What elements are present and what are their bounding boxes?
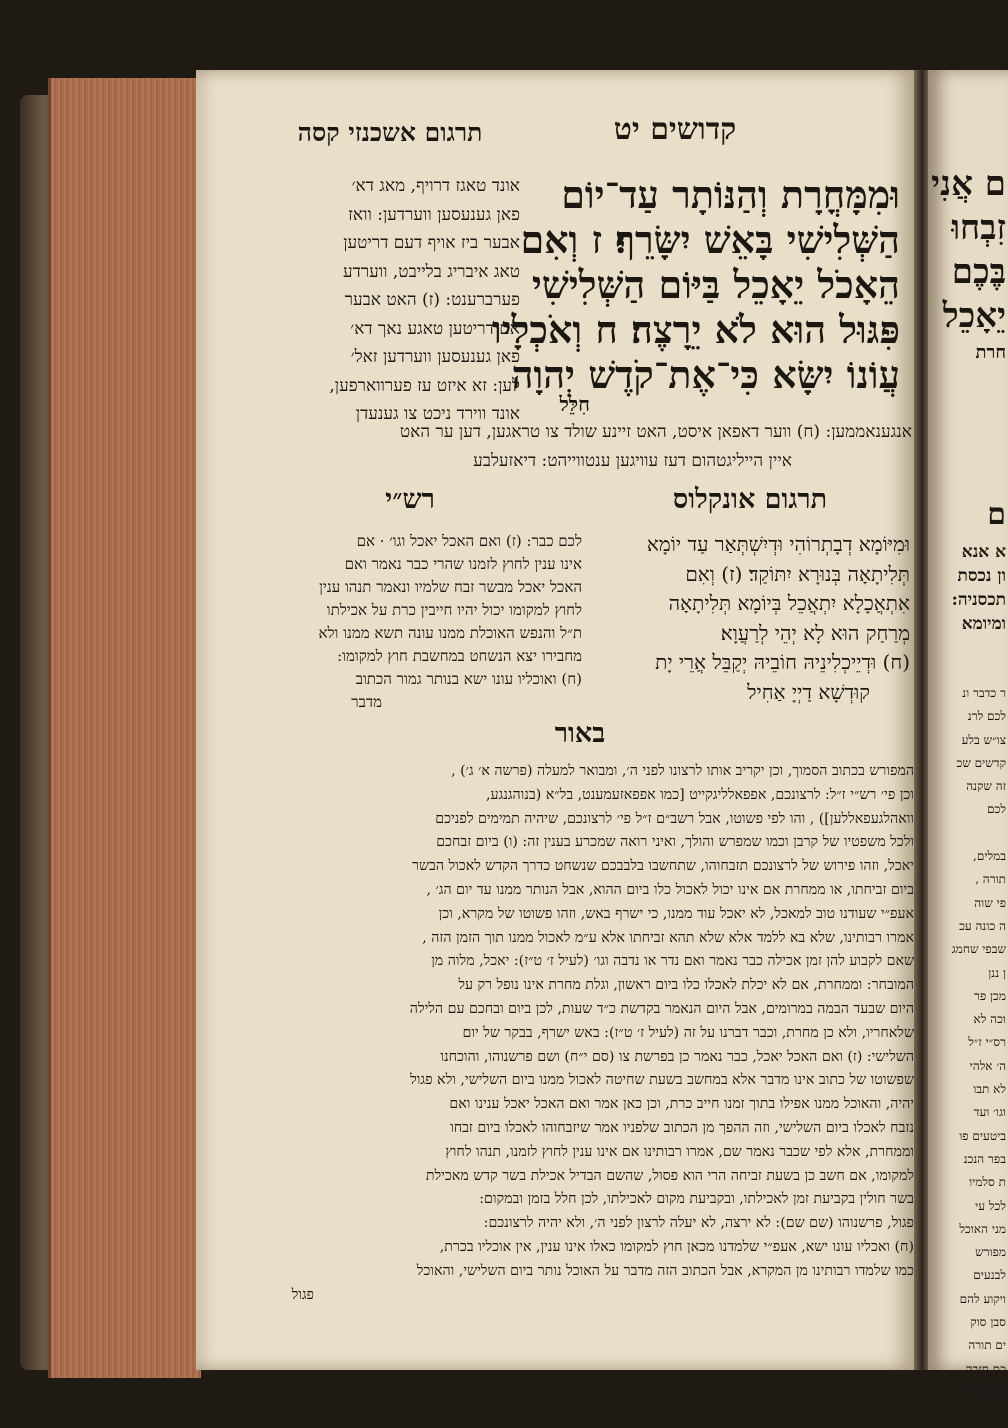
adjacent-line: לבנעים (973, 1268, 1006, 1283)
adjacent-line: לכל עי (975, 1198, 1006, 1213)
beur-line: יאכל, וזהו פירוש של לרצונכם תזבחוהו, שתחשבו בלבבכם שנשחט כדרך הקדש לאכול הבשר (411, 858, 914, 875)
beur-line: וממחרת, אלא לפי שכבר נאמר שם, אמרו רבותינו אם אינו ענין לחוץ לזמנו, תנהו לחוץ (445, 1143, 914, 1160)
adjacent-line: שבפי שחמג (951, 942, 1006, 957)
adjacent-line: מפורש (975, 1245, 1006, 1260)
beur-line: אמרו רבותינו, שלא בא ללמד אלא שלא תהא זביחתו אלא ע״מ לאכול ממנו תוך הזמן הזה , (422, 929, 914, 946)
adjacent-line: ויקוע להם (959, 1291, 1006, 1306)
beur-block (262, 760, 914, 1307)
torah-line: וּמִמָּחֳרָת וְהַנּוֹתָר עַד־יוֹם (561, 172, 900, 217)
yiddish-translation-block (272, 172, 520, 429)
beur-line: יהיה, והאוכל ממנו אפילו בתוך זמנו חייב כרת, וכן כאן אמר ואם האכל יאכל ענינו ואם (449, 1096, 914, 1113)
yiddish-line: אבער ביז אויף דעם דריטען (343, 233, 520, 253)
running-title-right: קדושים יט (613, 112, 737, 147)
adjacent-line: מכן פר (973, 988, 1006, 1003)
adjacent-line: לכם לרנ (967, 709, 1006, 724)
adjacent-page-mid-text (928, 490, 1006, 636)
beur-line: ולכל משפטיו של קרבן וכמו שמפרש והולך, ואיני רואה שמכרע בענין זה: (ו) ביום זבחכם (436, 834, 914, 851)
onkelos-line: וּמִיּוֹמָא דְבָתְרוֹהִי וּדְיִשְׁתְּאַר עַד יוֹמָא (646, 532, 910, 556)
adjacent-line: כם חזבה (965, 1361, 1006, 1376)
adjacent-line: יסה כאנו (965, 1384, 1006, 1399)
adjacent-line: ה׳ אלהי (969, 1058, 1006, 1073)
adjacent-line: מני האוכל (959, 1221, 1006, 1236)
torah-line: הֵאָכֹל יֵאָכֵל בַּיּוֹם הַשְּׁלִישִׁי (531, 262, 900, 307)
yiddish-line: אונד טאגז דרויף, מאג דא׳ (351, 176, 520, 196)
beur-line: שאם לקבוע להן זמן אכילה כבר נאמר ואם נדר או נדבה וגו׳ (לעיל ז׳ ט״ז): יאכל, מלוה מן (431, 953, 914, 970)
torah-line: עֲוֹנוֹ יִשָּׂא כִּי־אֶת־קֹדֶשׁ יְהוָה (511, 352, 900, 397)
adjacent-line: צו״ש בלע (961, 732, 1006, 747)
beur-line: (ח) ואכליו עונו ישא, אעפ״י שלמדנו מכאן חוץ למקומו כאלו אינו ענין, אין אוכליו בכרת, (439, 1238, 914, 1255)
onkelos-line: (ח) וּדְיֵיכְלִינֵיהּ חוֹבֵיהּ יְקַבֵּל אֲרֵי יָת (655, 650, 910, 674)
onkelos-line: מְרַחַק הוּא לָא יְהֵי לְרַעֲוָא׃ (720, 620, 910, 645)
beur-line: שפשוטו של כתוב אינו מדבר אלא במחשב בשעת שחיטה לאכול ממנו ביום השלישי, ולא פגול (410, 1072, 914, 1089)
beur-line: נזבח לאכלו ביום השלישי, וזה ההפך מן הכתוב שלפניו אמר שיזבחוהו לאכלו ביום זבחו (450, 1119, 914, 1136)
beur-line: וואהלגעפאללען]) , והו לפי פשוטו, אבל רשב״ם ז״ל פי׳ לרצונכם, שיהיה תמימים לפניכם (435, 810, 914, 827)
adjacent-line: ת סלמיו (969, 1175, 1006, 1190)
adjacent-line: במלים, (973, 849, 1006, 864)
onkelos-block (592, 530, 910, 707)
adjacent-line: קדשים שכ (956, 755, 1006, 770)
adjacent-line: תכסניה: (951, 590, 1006, 610)
adjacent-line: וכה לא (973, 1012, 1006, 1027)
adjacent-line: ביטעים פו (959, 1128, 1006, 1143)
beur-catchword: פגול (291, 1286, 314, 1303)
beur-line: כמו שלמדו רבותינו מן המקרא, אבל הכתוב הזה מדבר על האוכל נותר ביום השלישי, והאוכל (416, 1262, 914, 1279)
onkelos-heading: תרגום אונקלוס (672, 484, 828, 515)
onkelos-line: קוּדְשָׁא דַיְיָ אַחִיל (747, 679, 870, 704)
rashi-line: לכם כבר: (ז) ואם האכל יאכל וגו׳ · אם (356, 532, 582, 550)
adjacent-line: ר כדבר ונ (962, 686, 1006, 700)
rashi-line: לחוץ למקומו יכול יהיו חייבין כרת על אכילתו (326, 601, 582, 619)
yiddish-full-width (272, 418, 912, 475)
page-edges (48, 78, 201, 1378)
adjacent-line: ה כונה עכ (959, 918, 1006, 933)
torah-catchword: חִלֵּל (559, 392, 590, 416)
beur-line: היום שבעד הבמה במרומים, אבל היום הנאמר בקדשת כ״ד שעות, לכן ביום ובחכם עם הלילה (409, 1000, 914, 1017)
beur-line: פגול, פרשנוהו (שם שם): לא ירצה, לא יעלה לרצון לפני ה׳, ולא יהיה לרצונכם: (483, 1215, 914, 1232)
beur-line: השלישי: (ז) ואם האכל יאכל, כבר נאמר כן בפרשת צו (סם י״ח) ושם פרשנוהו, והוכחנו (440, 1048, 914, 1065)
adjacent-page (928, 70, 1008, 1399)
rashi-line: ת״ל והנפש האוכלת ממנו עונה תשא ממנו ולא (318, 624, 582, 642)
adjacent-line: לא תבו (973, 1082, 1006, 1097)
adjacent-page-big-text (928, 162, 1006, 368)
adjacent-line: חרת (975, 342, 1006, 363)
adjacent-line: וגו׳ ועד (973, 1105, 1006, 1120)
yiddish-line: פאן גענעסען ווערדען: וואז (348, 204, 520, 225)
beur-line: למקומו, אם חשב כן בשעת זביחה הרי הוא פסול, שהשם הבדיל אכילת בשר קדש מאכילת (425, 1167, 914, 1184)
rashi-block (262, 530, 582, 714)
rashi-line: מחבירו יצא הנשחט במחשבת חוץ למקומו: (337, 647, 582, 665)
running-title-left: תרגום אשכנזי קסה (297, 118, 483, 147)
beur-line: אעפ״י שעודנו טוב למאכל, לא יאכל עוד ממנו, כי ישרף באש, וזהו פשוטו של מקרא, וכן (438, 905, 914, 922)
beur-line: המובחר: וממחרת, אם לא יכלת לאכלו כלו ביום ראשון, וגלת מחרת אינו נופל רק על (458, 977, 914, 994)
adjacent-line: ים תורה (968, 1338, 1006, 1353)
rashi-line: מדבר (351, 693, 382, 711)
adjacent-line: ון נכסת (957, 566, 1006, 586)
beur-line: וכן פי׳ רש״י ז״ל: לרצונכם, אפפאלליגקייט [כמו אפפאזעמענט, בל״א (בנוהגנגע, (485, 786, 914, 803)
adjacent-line: פי שוה (974, 895, 1006, 910)
adjacent-line: לכם (987, 802, 1006, 817)
torah-line: הַשְּׁלִישִׁי בָּאֵשׁ יִשָּׂרֵף׃ ז וְאִם (520, 217, 900, 262)
torah-line: פִּגּוּל הוּא לֹא יֵרָצֶה׃ ח וְאֹכְלָיו (491, 307, 900, 352)
yiddish-line: טאג איבריג בלייבט, ווערדע (343, 261, 520, 282)
adjacent-line: ומיומא (961, 614, 1006, 634)
beur-line: בשר חולין בקביעת זמן לאכילתו, ובקביעת מקום לאכילתו, לכן חלל בזמן ובמקום: (479, 1191, 914, 1208)
onkelos-line: תְּלִיתָאָה בְּנוּרָא יִתּוֹקַד׃ (ז) וְאִם (685, 561, 910, 586)
adjacent-line: בפר הנכנ (963, 1151, 1006, 1166)
beur-line: ביום זביחתו, או ממחרת אם אינו יכול לאכול כלו ביום ההוא, אבל הנותר ממנו עד יום הג׳ , (426, 881, 914, 898)
adjacent-line: רס״י ז״ל (968, 1035, 1006, 1050)
rashi-heading: רש״י (385, 484, 435, 515)
adjacent-line: א אנא (961, 542, 1006, 562)
onkelos-line: אִתְאֲכָלָא יִתְאֲכֵל בְּיוֹמָא תְּלִיתָאָה (668, 591, 910, 615)
adjacent-line: יֵאָכֵל (942, 296, 1006, 336)
adjacent-line: בֶּכֶם (951, 252, 1006, 292)
adjacent-line: זִבְחוּ (951, 208, 1006, 248)
yiddish-line: אם דריטען טאגע נאך דא׳ (350, 318, 520, 339)
yiddish-line: פערברענט: (ז) האט אבער (344, 290, 520, 310)
torah-text-block (491, 172, 900, 397)
yiddish-line: איין הייליגטהום דעז עוויגען ענטווייהט: דיאזעלבע (473, 450, 792, 471)
adjacent-line (928, 822, 1006, 845)
rashi-line: האכל יאכל מבשר זבח שלמיו ונאמר תנהו ענין (319, 578, 582, 596)
beur-line: שלאחריו, ולא כן מחרת, וכבר דברנו על זה (לעיל ז׳ ט״ז): באש ישרף, בבקר של יום (462, 1024, 914, 1041)
adjacent-line: ם אֲנִי (931, 164, 1006, 204)
adjacent-line: ם (987, 497, 1006, 532)
adjacent-line: ן ננן (988, 965, 1006, 980)
yiddish-line: אנגענאממען: (ח) ווער דאפאן איסט, האט זיינע שולד צו טראגען, דען ער האט (399, 422, 912, 442)
adjacent-page-small-text (928, 682, 1006, 1404)
adjacent-line: תורה , (975, 872, 1006, 887)
yiddish-line: לען: זא איזט עז פערווארפען, (329, 375, 520, 396)
adjacent-line: זה שקנה (966, 779, 1006, 794)
beur-heading: באור (554, 718, 606, 749)
rashi-line: (ח) ואוכליו עונו ישא בנותר גמור הכתוב (355, 670, 582, 688)
beur-line: המפורש בכתוב הסמוך, וכן יקריב אותו לרצונו לפני ה׳, ומבואר למעלה (פרשה א׳ ג׳) , (451, 763, 914, 779)
yiddish-line: אונד ווירד ניכט צו גענעדן (355, 404, 520, 424)
yiddish-line: פאן גענעסען ווערדען זאל׳ (350, 347, 520, 367)
adjacent-line: סבן סוק (970, 1315, 1006, 1330)
rashi-line: אינו ענין לחוץ לזמנו שהרי כבר נאמר ואם (344, 555, 582, 573)
